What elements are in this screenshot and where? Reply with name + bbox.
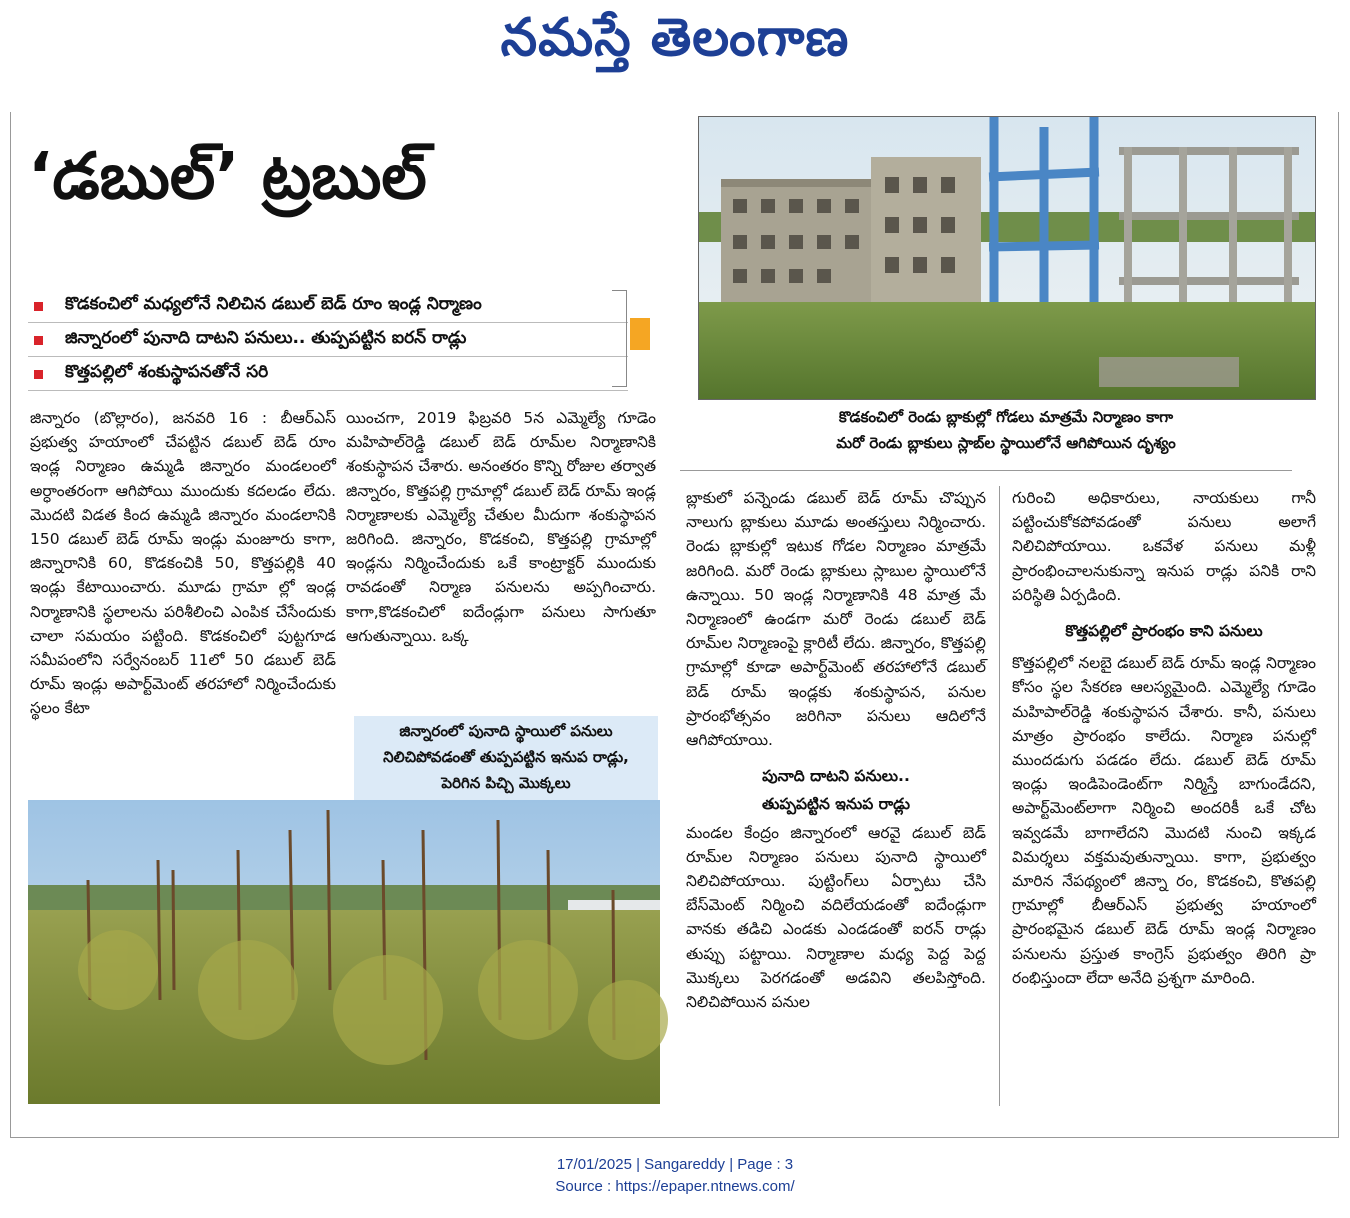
article-column-1 (30, 406, 336, 718)
article-column-4 (1012, 486, 1316, 1106)
bullet-square-icon (34, 336, 43, 345)
building-photo-illustration (699, 117, 1315, 399)
bullet-point (28, 324, 628, 357)
article-column-3 (686, 486, 986, 1102)
bullet-square-icon (34, 370, 43, 379)
caption-line: కొడకంచిలో రెండు బ్లాకుల్లో గోడలు మాత్రమే నిర్మాణం కాగా (838, 408, 1174, 426)
accent-tab (630, 318, 650, 350)
column-3-text: బ్లాకులో పన్నెండు డబుల్ బెడ్ రూమ్ చొప్పున నాలుగు బ్లాకులు మూడు అంతస్తులు నిర్మించారు. రెండు బ్లాకుల్లో ఇటుక గోడల నిర్మాణం మాత్రమే జరిగింది. మరో రెండు బ్లాకులు స్లాబుల స్థాయిలోనే ఉన్నాయి. 50 ఇండ్ల నిర్మాణానికి 48 మాత్ర మే నిర్మాణంలో ఉండగా మరో రెండు డబుల్ బెడ్ రూమ్‌ల నిర్మాణంపై క్లారిటీ లేదు. జిన్నారం, కొత్తపల్లి గ్రామాల్లో కూడా అపార్ట్‌మెంట్ తరహాలోనే డబుల్ బెడ్ రూమ్ ఇండ్లకు శంకుస్థాపన, పనుల ప్రారంభోత్సవం జరిగినా పనులు ఆదిలోనే ఆగిపోయాయి. (686, 489, 986, 750)
bullet-point (28, 290, 628, 323)
caption-line: జిన్నారంలో పునాది స్థాయిలో పనులు (399, 722, 613, 740)
caption-line: నిలిచిపోవడంతో తుప్పపట్టిన ఇనుప రాడ్లు, (383, 748, 629, 766)
bullet-point (28, 358, 628, 391)
building-photo (698, 116, 1316, 400)
foundation-rods-photo (28, 800, 660, 1104)
foundation-photo-illustration (28, 800, 660, 1104)
column-2-text: యించగా, 2019 ఫిబ్రవరి 5న ఎమ్మెల్యే గూడెం మహిపాల్‌రెడ్డి డబుల్ బెడ్ రూమ్‌ల నిర్మాణానికి శంకుస్థాపన చేశారు. అనంతరం కొన్ని రోజుల తర్వాత జిన్నారం, కొత్తపల్లి గ్రామాల్లో డబుల్ బెడ్ రూమ్ ఇండ్ల నిర్మాణాలకు ఎమ్మెల్యే చేతుల మీదుగా శంకుస్థాపన జరిగింది. జిన్నారం, కొడకంచి, కొత్తపల్లి గ్రామాల్లో ఇండ్లను నిర్మించేందుకు ఒకే కాంట్రాక్టర్ ముందుకు రావడంతో నిర్మాణ పనులను అప్పగించారు. కాగా,కొడకంచిలో ఐదేండ్లుగా పనులు సాగుతూ ఆగుతున్నాయి. ఒక్క (346, 409, 656, 645)
bullet-text: కొత్తపల్లిలో శంకుస్థాపనతోనే సరి (65, 362, 269, 382)
column-4-subheading: కొత్తపల్లిలో ప్రారంభం కాని పనులు (1065, 622, 1263, 641)
column-4-text: కొత్తపల్లిలో నలబై డబుల్ బెడ్ రూమ్ ఇండ్ల నిర్మాణం కోసం స్థల సేకరణ ఆలస్యమైంది. ఎమ్మెల్యే గూడెం మహిపాల్‌రెడ్డి శంకుస్థాపన చేశారు. కానీ, పనులు మాత్రం ప్రారంభం కాలేదు. నిర్మాణ పనుల్లో ముందడుగు పడడం లేదు. డబుల్ బెడ్ రూమ్ ఇండ్లు ఇండిపెండెంట్‌గా నిర్మిస్తే బాగుండేదని, అపార్ట్‌మెంట్‌లాగా నిర్మించి అందరికీ ఒకే చోట ఇవ్వడమే బాగాలేదని మొదటి నుంచి ఇక్కడ విమర్శలు వక్తమవుతున్నాయి. కాగా, ప్రభుత్వం మారిన నేపథ్యంలో జిన్నా రం, కొడకంచి, కొతపల్లి గ్రామాల్లో బీఆర్ఎస్ ప్రభుత్వ హయాంలో ప్రారంభమైన డబుల్ బెడ్ రూమ్ ఇండ్ల నిర్మాణం పనులను ప్రస్తుత కాంగ్రెస్ ప్రభుత్వం తిరిగి ప్రా రంభిస్తుందా లేదా అనేది ప్రశ్నగా మారింది. (1012, 654, 1316, 987)
top-photo-caption (698, 404, 1314, 456)
footer-source-line: Source : https://epaper.ntnews.com/ (555, 1178, 795, 1195)
bullet-brace (612, 290, 627, 387)
column-3-text: మండల కేంద్రం జిన్నారంలో ఆరవై డబుల్ బెడ్ రూమ్‌ల నిర్మాణం పనులు పునాది స్థాయిలో నిలిచిపోయాయి. పుట్టింగ్‌లు ఏర్పాటు చేసి బేస్‌మెంట్ నిర్మించి వదిలేయడంతో ఐదేండ్లుగా వానకు తడిచి ఎండకు ఎండడంతో ఐరన్ రాడ్లు తుప్పు పట్టాయి. నిర్మాణాల మధ్య పెద్ద పెద్ద మొక్కలు పెరగడంతో అడవిని తలపిస్తోంది. నిలిచిపోయిన పనుల (686, 823, 986, 1012)
column-top-rule (680, 470, 1292, 471)
frame-bottom-line (10, 1137, 1339, 1138)
bullet-square-icon (34, 302, 43, 311)
column-1-text: జిన్నారం (బొల్లారం), జనవరి 16 : బీఆర్ఎస్ ప్రభుత్వ హయాంలో చేపట్టిన డబుల్ బెడ్ రూం ఇండ్ల నిర్మాణం ఉమ్మడి జిన్నారం మండలంలో అర్ధాంతరంగా ఆగిపోయి ముందుకు కదలడం లేదు. మొదటి విడత కింద ఉమ్మడి జిన్నారం మండలానికి 150 డబుల్ బెడ్ రూమ్ ఇండ్లు మంజూరు కాగా, జిన్నారానికి 60, కొడకంచికి 50, కొత్తపల్లికి 40 ఇండ్లు కేటాయించారు. మూడు గ్రామా ల్లో ఇండ్ల నిర్మాణానికి స్థలాలను పరిశీలించి ఎంపిక చేసేందుకు చాలా సమయం పట్టింది. కొడకంచిలో పుట్టగూడ సమీపంలోని సర్వేనంబర్ 11లో 50 డబుల్ బెడ్ రూమ్ ఇండ్లు అపార్ట్‌మెంట్ తరహాలో నిర్మించేందుకు స్థలం కేటా (30, 409, 336, 718)
column-3-subheading: తుప్పపట్టిన ఇనుప రాడ్లు (761, 795, 910, 814)
column-divider (999, 486, 1000, 1106)
bottom-photo-caption (354, 716, 658, 802)
frame-left-line (10, 112, 11, 1138)
newspaper-masthead: నమస్తే తెలంగాణ (500, 8, 850, 68)
article-headline: ‘డబుల్’ ట్రబుల్ (28, 140, 427, 214)
caption-line: మరో రెండు బ్లాకులు స్లాబ్‌ల స్థాయిలోనే ఆగిపోయిన దృశ్యం (836, 434, 1176, 452)
bullet-text: కొడకంచిలో మధ్యలోనే నిలిచిన డబుల్ బెడ్ రూం ఇండ్ల నిర్మాణం (65, 294, 482, 314)
column-4-text: గురించి అధికారులు, నాయకులు గానీ పట్టించుకోకపోవడంతో పనులు అలాగే నిలిచిపోయాయి. ఒకవేళ పనులు మళ్లీ ప్రారంభించాలనుకున్నా ఇనుప రాడ్లు పనికి రాని పరిస్థితి ఏర్పడింది. (1012, 489, 1316, 604)
footer-date-line: 17/01/2025 | Sangareddy | Page : 3 (556, 1156, 794, 1173)
frame-right-line (1338, 112, 1339, 1138)
article-column-2 (346, 406, 656, 706)
bullet-text: జిన్నారంలో పునాది దాటని పనులు.. తుప్పపట్టిన ఐరన్ రాడ్లు (65, 328, 467, 348)
page-footer (0, 1154, 1350, 1198)
caption-line: పెరిగిన పిచ్చి మొక్కలు (441, 774, 571, 792)
column-3-subheading: పునాది దాటని పనులు.. (762, 767, 910, 786)
